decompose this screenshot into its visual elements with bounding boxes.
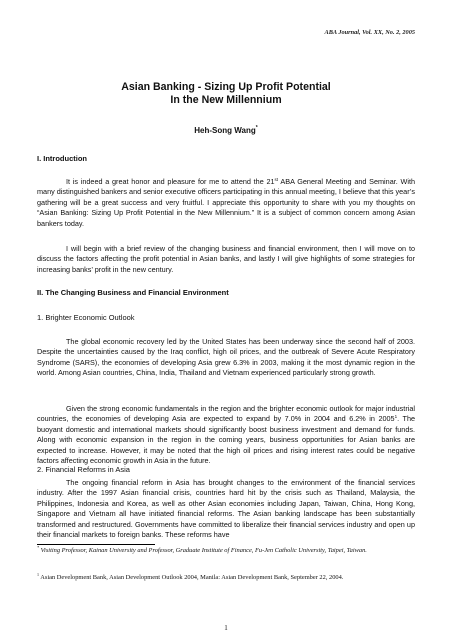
paragraph-4 bbox=[37, 404, 415, 466]
subsection-heading-financial-reforms: 2. Financial Reforms in Asia bbox=[37, 465, 130, 474]
footnote-author-text: Visiting Professor, Kainan University and Professor, Graduate Institute of Finance, Fu-Jen Catholic University, Taipei, Taiwan. bbox=[40, 547, 367, 554]
paragraph-5: The ongoing financial reform in Asia has brought changes to the environment of the financial services industry. After the 1997 Asian financial crisis, countries hard hit by the crisis such as Thailand, Malaysia, the Philippines, Indonesia and Korea, as well as other Asian economies including Japan, Taiwan, China, Hong Kong, Singapore and Vietnam all have initiated financial reforms. The Asian banking landscape has been substantially transformed and restructured. Governments have committed to liberalize their financial services industry and open up their financial markets to foreign banks. These reforms have bbox=[37, 478, 415, 540]
paragraph-4-text-b: . The buoyant domestic and international markets should significantly boost business investment and demand for funds. Along with economic expansion in the region in the coming years, business opportunities for Asian banks are expected to increase. However, it may be noted that the high oil prices and rising interest rates could be negative factors affecting economic growth in Asia in the future. bbox=[37, 414, 416, 466]
section-heading-changing-environment: II. The Changing Business and Financial Environment bbox=[37, 288, 229, 297]
footnote-divider bbox=[37, 544, 155, 545]
subsection-heading-economic-outlook: 1. Brighter Economic Outlook bbox=[37, 313, 135, 322]
author-footnote-mark: * bbox=[255, 125, 258, 131]
paper-title bbox=[0, 81, 452, 107]
title-line-2: In the New Millennium bbox=[170, 94, 282, 106]
footnote-author-mark: * bbox=[37, 545, 39, 550]
paragraph-3: The global economic recovery led by the United States has been underway since the second half of 2003. Despite the uncertainties caused by the Iraq conflict, high oil prices, and the outbreak of Severe Acute Respiratory Syndrome (SARS), the economies of developing Asia grew 6.3% in 2003, making it the most dynamic region in the world. Among Asian countries, China, India, Thailand and Vietnam experienced particularly strong growth. bbox=[37, 337, 415, 378]
running-header: ABA Journal, Vol. XX, No. 2, 2005 bbox=[324, 29, 415, 36]
section-heading-introduction: I. Introduction bbox=[37, 154, 87, 163]
footnote-1 bbox=[37, 574, 422, 583]
footnote-author bbox=[37, 547, 422, 556]
page-number: 1 bbox=[224, 624, 228, 632]
paragraph-2: I will begin with a brief review of the changing business and financial environment, then I will move on to discuss the factors affecting the profit potential in Asian banks, and lastly I will give highlights of some strategies for increasing banks’ profit in the new century. bbox=[37, 244, 415, 274]
paragraph-1 bbox=[37, 177, 415, 229]
footnote-1-mark: 1 bbox=[37, 572, 39, 577]
paragraph-4-text-a: Given the strong economic fundamentals in the region and the brighter economic outlook for major industrial countries, the economies of developing Asia are expected to expand by 7.0% in 2004 and 6.2% in 2005 bbox=[37, 404, 415, 424]
paragraph-1-text-b: ABA General Meeting and Seminar. With many distinguished bankers and senior executive officers participating in this annual meeting, I believe that this year’s gathering will be a great success and very fruitful. I appreciate this opportunity to share with you my thoughts on “Asian Banking: Sizing Up Profit Potential in the New Millennium.” It is a subject of common concern among Asian bankers today. bbox=[37, 177, 415, 228]
footnote-ref-1: 1 bbox=[394, 414, 398, 420]
ordinal-suffix: st bbox=[274, 177, 279, 182]
footnote-1-text: Asian Development Bank, Asian Development Outlook 2004, Manila: Asian Development Bank, September 22, 2004. bbox=[40, 574, 344, 581]
title-line-1: Asian Banking - Sizing Up Profit Potential bbox=[121, 81, 331, 93]
paragraph-1-text-a: It is indeed a great honor and pleasure for me to attend the 21 bbox=[66, 177, 275, 186]
author-name: Heh-Song Wang bbox=[194, 126, 256, 135]
author-line bbox=[0, 125, 452, 135]
